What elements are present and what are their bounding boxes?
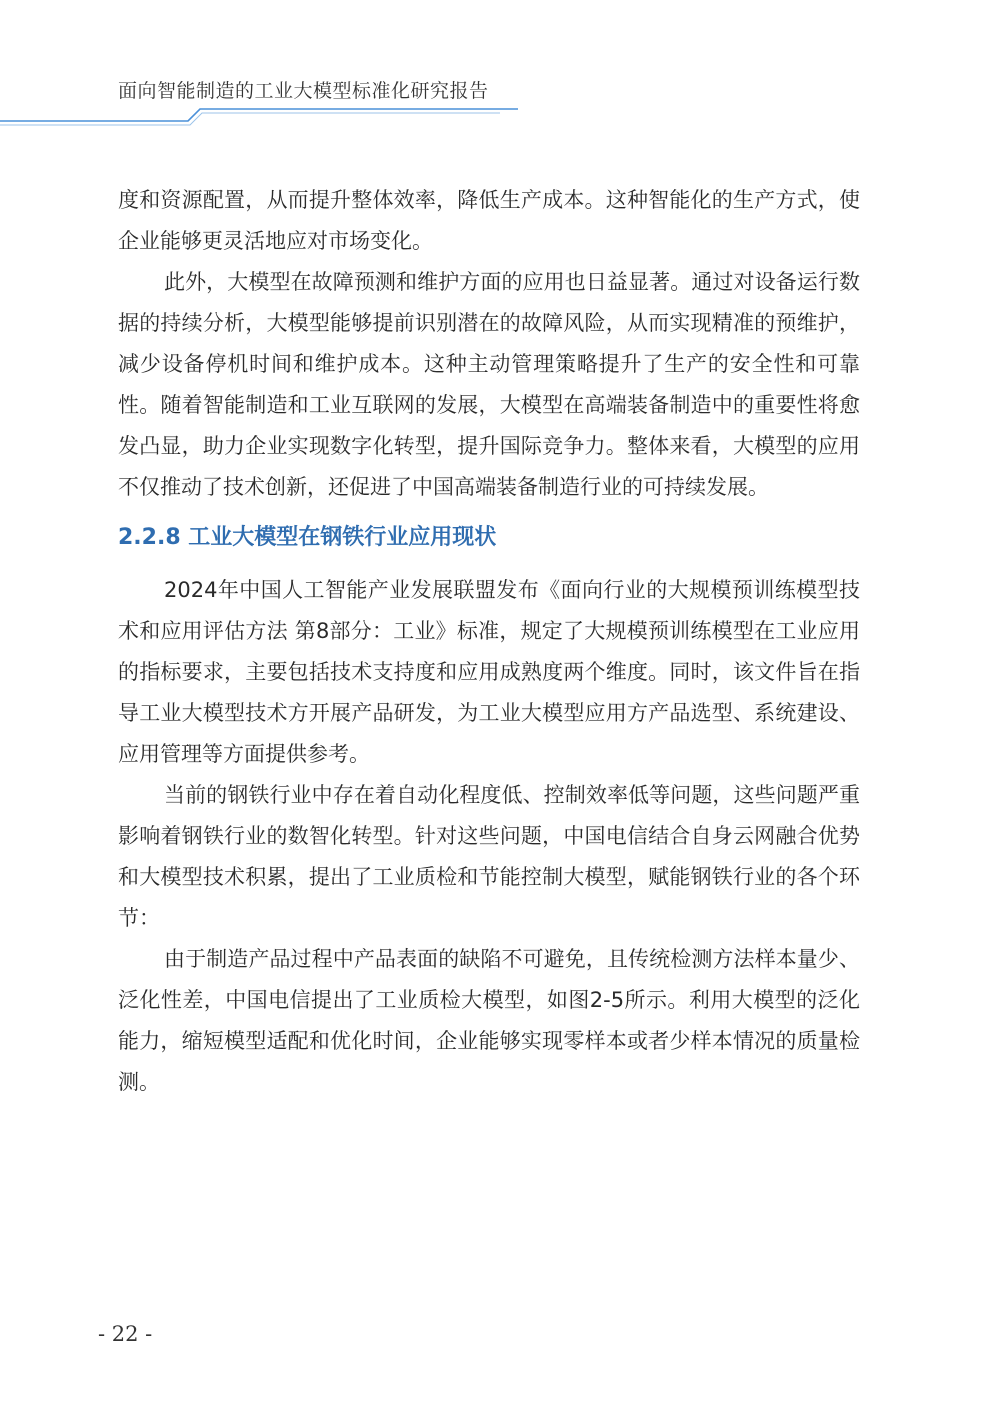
header-divider-line xyxy=(0,104,520,130)
paragraph-continuation: 度和资源配置，从而提升整体效率，降低生产成本。这种智能化的生产方式，使企业能够更灵活地应对市场变化。 xyxy=(118,188,860,253)
paragraph-standard: 2024年中国人工智能产业发展联盟发布《面向行业的大规模预训练模型技术和应用评估方法 第8部分：工业》标准，规定了大规模预训练模型在工业应用的指标要求，主要包括技术支持度和应用成熟度两个维度。同时，该文件旨在指导工业大模型技术方开展产品研发，为工业大模型应用方产品选型、系统建设、应用管理等方面提供参考。 xyxy=(118,578,860,766)
paragraph-quality-inspection: 由于制造产品过程中产品表面的缺陷不可避免，且传统检测方法样本量少、泛化性差，中国电信提出了工业质检大模型，如图2-5所示。利用大模型的泛化能力，缩短模型适配和优化时间，企业能够实现零样本或者少样本情况的质量检测。 xyxy=(118,947,860,1094)
running-header-title: 面向智能制造的工业大模型标准化研究报告 xyxy=(118,80,489,102)
paragraph-steel-issues: 当前的钢铁行业中存在着自动化程度低、控制效率低等问题，这些问题严重影响着钢铁行业的数智化转型。针对这些问题，中国电信结合自身云网融合优势和大模型技术积累，提出了工业质检和节能控制大模型，赋能钢铁行业的各个环节： xyxy=(118,783,860,930)
section-heading: 2.2.8 工业大模型在钢铁行业应用现状 xyxy=(118,525,497,550)
body-text xyxy=(118,180,860,1103)
paragraph-fault-prediction: 此外，大模型在故障预测和维护方面的应用也日益显著。通过对设备运行数据的持续分析，大模型能够提前识别潜在的故障风险，从而实现精准的预维护，减少设备停机时间和维护成本。这种主动管理策略提升了生产的安全性和可靠性。随着智能制造和工业互联网的发展，大模型在高端装备制造中的重要性将愈发凸显，助力企业实现数字化转型，提升国际竞争力。整体来看，大模型的应用不仅推动了技术创新，还促进了中国高端装备制造行业的可持续发展。 xyxy=(118,270,860,499)
page-number: - 22 - xyxy=(98,1322,153,1346)
